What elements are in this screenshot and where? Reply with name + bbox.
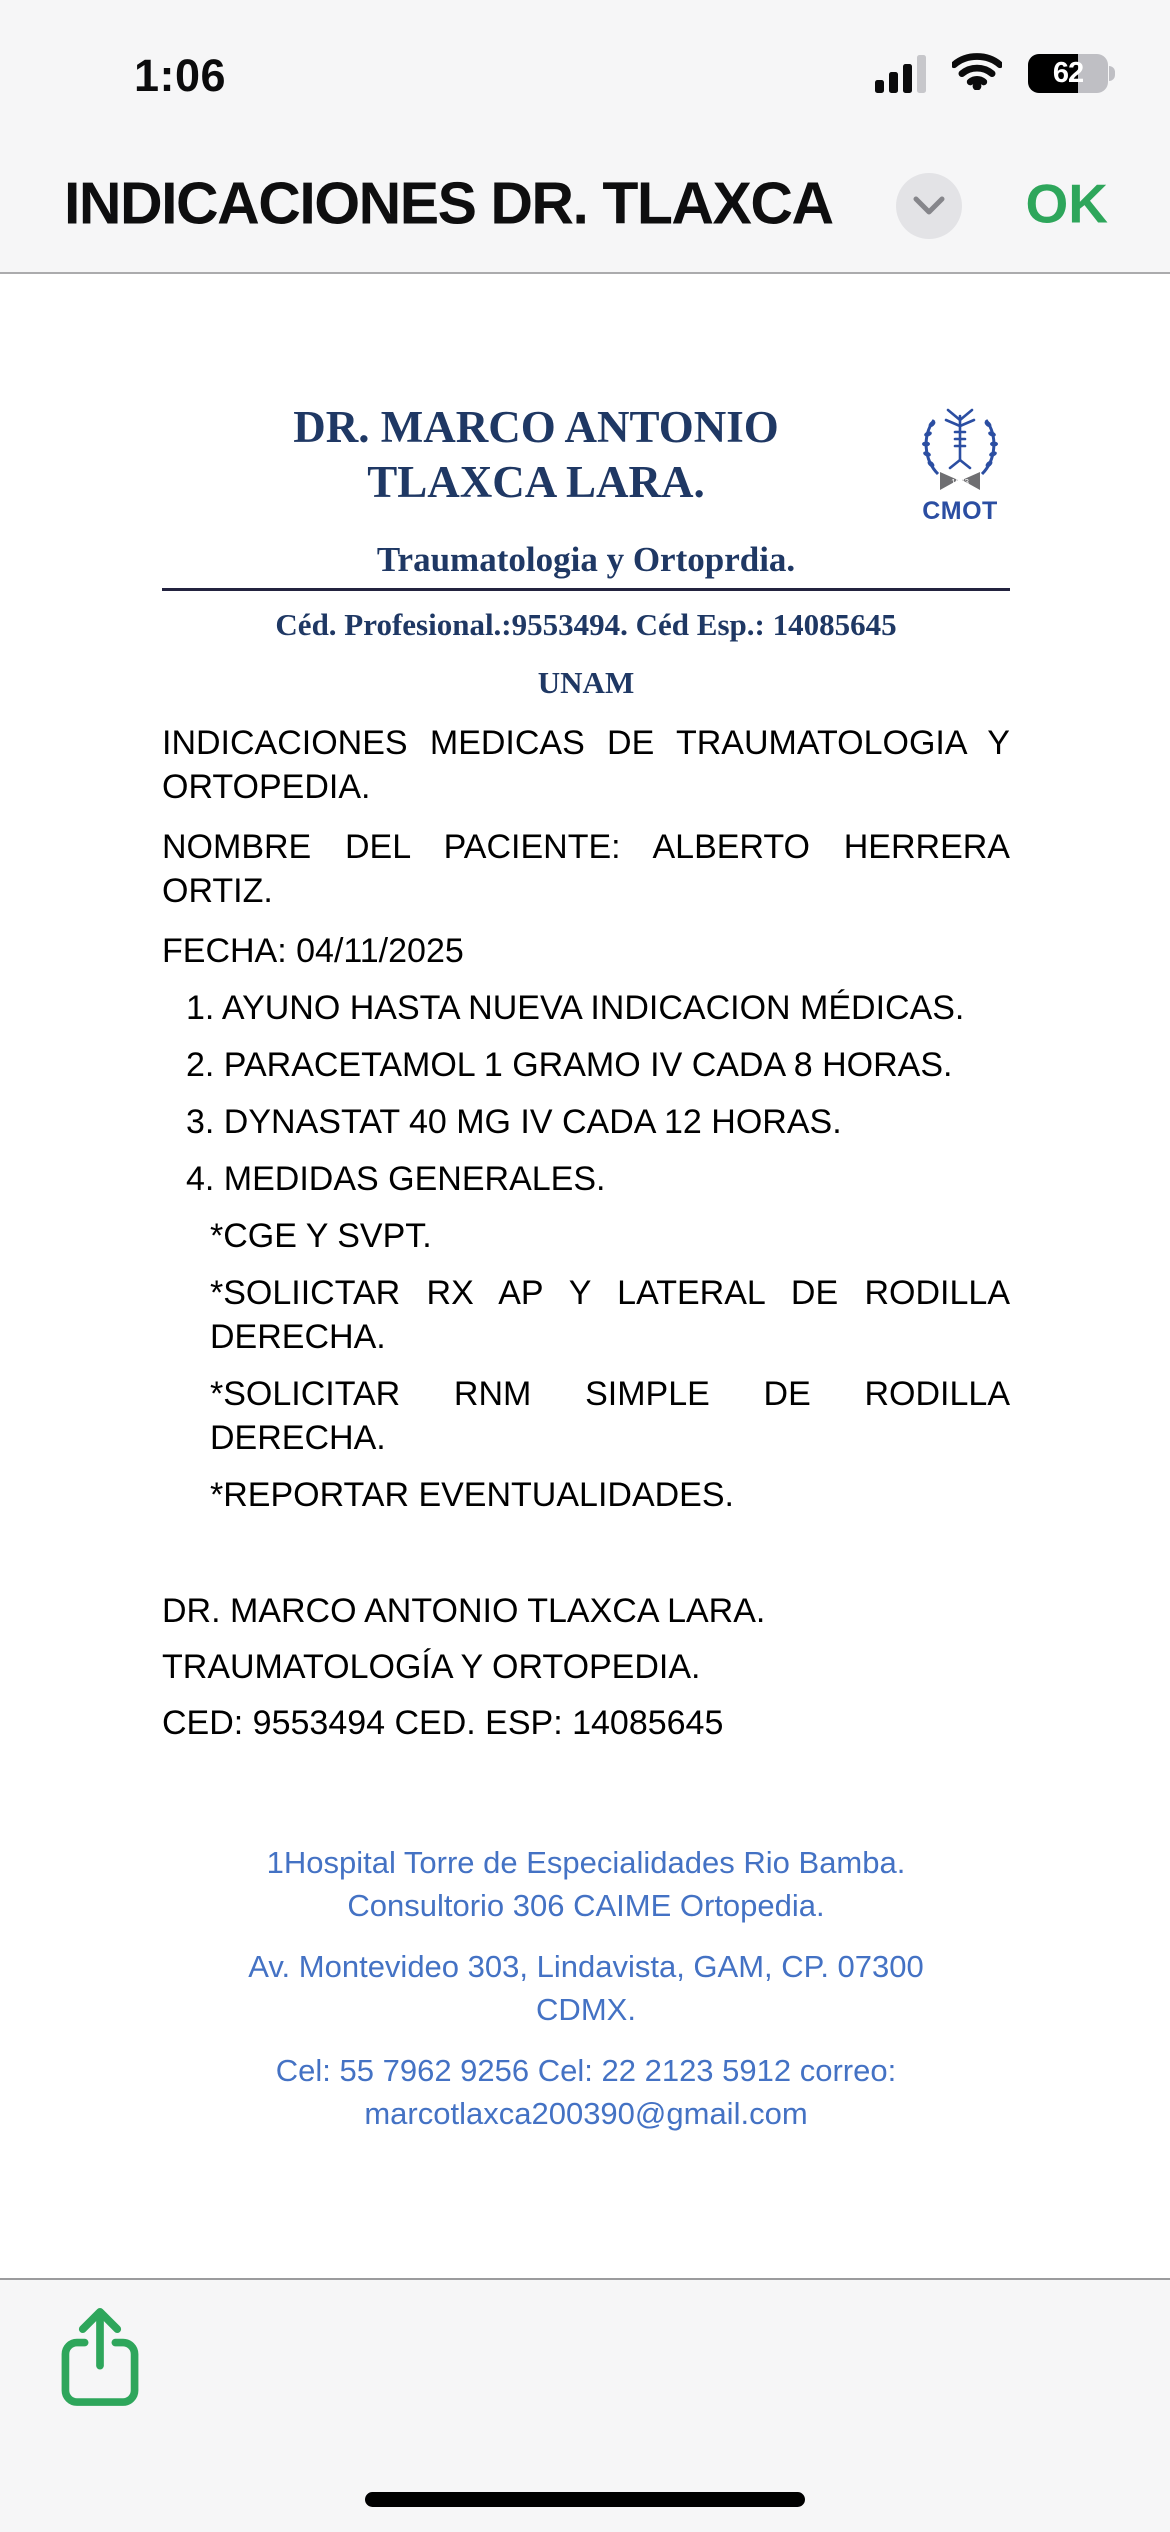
sub-item: *SOLICITAR RNM SIMPLE DE RODILLA DERECHA. [210,1375,1010,1457]
letterhead [162,400,1010,526]
signature-doctor: DR. MARCO ANTONIO TLAXCA LARA. [162,1592,766,1630]
battery-icon [1028,54,1108,93]
list-item: 1. AYUNO HASTA NUEVA INDICACION MÉDICAS. [186,989,965,1027]
sub-item: *CGE Y SVPT. [210,1217,432,1255]
battery-percent: 62 [1052,57,1084,89]
cmot-logo-text: CMOT [922,497,998,525]
bottom-toolbar [0,2278,1170,2532]
footer-hospital: 1Hospital Torre de Especialidades Rio Bamba. Consultorio 306 CAIME Ortopedia. [266,1845,906,1923]
footer-address: Av. Montevideo 303, Lindavista, GAM, CP. 07300 CDMX. [248,1949,924,2027]
cmot-emblem-icon [912,402,1008,494]
letterhead-specialty: Traumatologia y Ortoprdia. [376,540,796,579]
list-item: 2. PARACETAMOL 1 GRAMO IV CADA 8 HORAS. [186,1046,953,1084]
ok-button[interactable]: OK [1020,170,1115,236]
status-bar [0,0,1170,140]
title-menu-button[interactable] [896,173,962,239]
signature-credentials: CED: 9553494 CED. ESP: 14085645 [162,1704,724,1742]
document-page [0,274,1170,2278]
list-item: 3. DYNASTAT 40 MG IV CADA 12 HORAS. [186,1103,842,1141]
wifi-icon [952,52,1002,95]
top-chrome [0,0,1170,274]
signature-specialty: TRAUMATOLOGÍA Y ORTOPEDIA. [162,1648,701,1686]
list-item: 4. MEDIDAS GENERALES. [186,1160,606,1198]
footer-contact: Cel: 55 7962 9256 Cel: 22 2123 5912 correo: marcotlaxca200390@gmail.com [275,2053,897,2131]
patient-name-line: NOMBRE DEL PACIENTE: ALBERTO HERRERA ORTIZ. [162,828,1010,910]
sub-item: *REPORTAR EVENTUALIDADES. [210,1476,734,1514]
letterhead-credentials: Céd. Profesional.:9553494. Céd Esp.: 14085645 [275,607,897,642]
date-line: FECHA: 04/11/2025 [162,932,464,970]
chevron-down-icon [912,195,946,217]
letterhead-doctor-name: DR. MARCO ANTONIO TLAXCA LARA. [293,402,779,507]
cellular-signal-icon [875,55,926,93]
status-icons [875,52,1108,95]
cmot-logo [910,402,1010,526]
share-button[interactable] [52,2304,148,2408]
nav-bar [0,140,1170,272]
signature-block [162,1589,1010,1745]
letterhead-university: UNAM [537,665,635,700]
home-indicator[interactable] [365,2492,805,2507]
share-icon [52,2304,148,2408]
document-body [162,721,1010,1745]
indications-heading: INDICACIONES MEDICAS DE TRAUMATOLOGIA Y ORTOPEDIA. [162,724,1010,806]
letterhead-divider [162,588,1010,591]
document-footer [162,1841,1010,2135]
svg-text:1973: 1973 [951,478,969,487]
sub-item: *SOLIICTAR RX AP Y LATERAL DE RODILLA DERECHA. [210,1274,1010,1356]
clock: 1:06 [134,50,227,101]
document-title: INDICACIONES DR. TLAXCA [64,170,833,237]
